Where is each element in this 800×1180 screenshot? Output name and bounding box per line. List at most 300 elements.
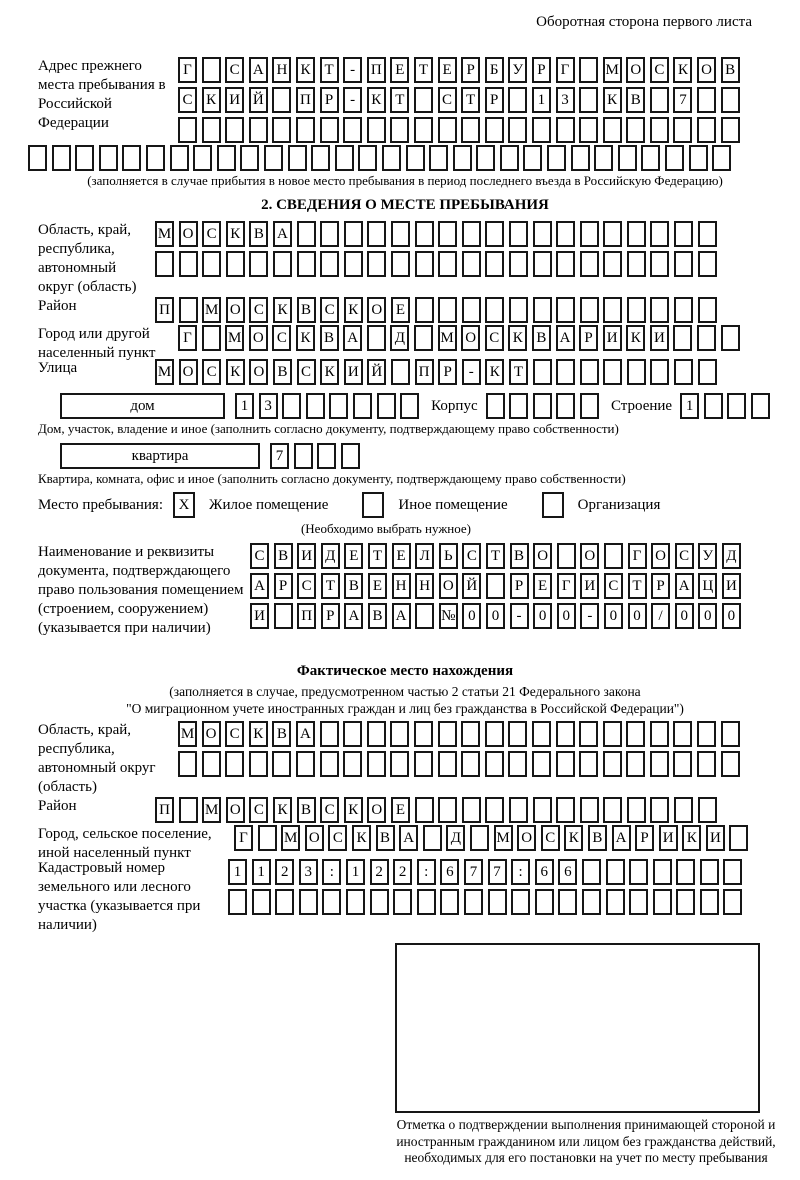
- char-cell[interactable]: [641, 145, 660, 171]
- char-cell[interactable]: Е: [438, 57, 457, 83]
- char-cell[interactable]: [627, 251, 646, 277]
- char-cell[interactable]: С: [225, 721, 244, 747]
- char-cell[interactable]: -: [462, 359, 481, 385]
- char-cell[interactable]: -: [343, 57, 362, 83]
- char-cell[interactable]: С: [202, 221, 221, 247]
- char-cell[interactable]: [299, 889, 318, 915]
- char-cell[interactable]: К: [273, 797, 292, 823]
- char-cell[interactable]: В: [626, 87, 645, 113]
- char-cell[interactable]: [249, 751, 268, 777]
- char-cell[interactable]: Ц: [698, 573, 717, 599]
- char-cell[interactable]: [674, 251, 693, 277]
- char-cell[interactable]: О: [179, 359, 198, 385]
- char-cell[interactable]: 3: [299, 859, 318, 885]
- char-cell[interactable]: [721, 325, 740, 351]
- char-cell[interactable]: [390, 721, 409, 747]
- char-cell[interactable]: [391, 359, 410, 385]
- char-cell[interactable]: Г: [234, 825, 253, 851]
- char-cell[interactable]: [252, 889, 271, 915]
- char-cell[interactable]: О: [461, 325, 480, 351]
- char-cell[interactable]: О: [697, 57, 716, 83]
- char-cell[interactable]: С: [462, 543, 481, 569]
- char-cell[interactable]: [414, 751, 433, 777]
- char-cell[interactable]: 3: [556, 87, 575, 113]
- char-cell[interactable]: [508, 87, 527, 113]
- char-cell[interactable]: [556, 251, 575, 277]
- char-cell[interactable]: [415, 251, 434, 277]
- char-cell[interactable]: [485, 721, 504, 747]
- char-cell[interactable]: [721, 117, 740, 143]
- char-cell[interactable]: [440, 889, 459, 915]
- char-cell[interactable]: [582, 859, 601, 885]
- char-cell[interactable]: [202, 117, 221, 143]
- char-cell[interactable]: [603, 117, 622, 143]
- char-cell[interactable]: [594, 145, 613, 171]
- char-cell[interactable]: М: [178, 721, 197, 747]
- char-cell[interactable]: [367, 751, 386, 777]
- char-cell[interactable]: Р: [461, 57, 480, 83]
- char-cell[interactable]: [580, 251, 599, 277]
- char-cell[interactable]: [341, 443, 360, 469]
- char-cell[interactable]: 2: [275, 859, 294, 885]
- char-cell[interactable]: С: [650, 57, 669, 83]
- char-cell[interactable]: [697, 87, 716, 113]
- char-cell[interactable]: [297, 251, 316, 277]
- char-cell[interactable]: [275, 889, 294, 915]
- char-cell[interactable]: [665, 145, 684, 171]
- char-cell[interactable]: [650, 751, 669, 777]
- char-cell[interactable]: [580, 297, 599, 323]
- char-cell[interactable]: [320, 117, 339, 143]
- char-cell[interactable]: [488, 889, 507, 915]
- char-cell[interactable]: Е: [392, 543, 411, 569]
- char-cell[interactable]: [558, 889, 577, 915]
- char-cell[interactable]: П: [297, 603, 316, 629]
- char-cell[interactable]: [382, 145, 401, 171]
- char-cell[interactable]: С: [438, 87, 457, 113]
- char-cell[interactable]: [453, 145, 472, 171]
- char-cell[interactable]: [258, 825, 277, 851]
- char-cell[interactable]: 0: [604, 603, 623, 629]
- char-cell[interactable]: А: [250, 573, 269, 599]
- char-cell[interactable]: [603, 251, 622, 277]
- char-cell[interactable]: [712, 145, 731, 171]
- char-cell[interactable]: Л: [415, 543, 434, 569]
- char-cell[interactable]: [178, 117, 197, 143]
- char-cell[interactable]: [462, 221, 481, 247]
- char-cell[interactable]: [485, 751, 504, 777]
- char-cell[interactable]: [650, 721, 669, 747]
- char-cell[interactable]: И: [225, 87, 244, 113]
- char-cell[interactable]: [580, 221, 599, 247]
- char-cell[interactable]: [202, 251, 221, 277]
- char-cell[interactable]: [532, 117, 551, 143]
- char-cell[interactable]: Т: [628, 573, 647, 599]
- char-cell[interactable]: [311, 145, 330, 171]
- char-cell[interactable]: О: [249, 325, 268, 351]
- char-cell[interactable]: Е: [391, 297, 410, 323]
- char-cell[interactable]: А: [675, 573, 694, 599]
- char-cell[interactable]: К: [603, 87, 622, 113]
- char-cell[interactable]: М: [202, 797, 221, 823]
- char-cell[interactable]: Т: [486, 543, 505, 569]
- char-cell[interactable]: И: [650, 325, 669, 351]
- char-cell[interactable]: [721, 721, 740, 747]
- char-cell[interactable]: [674, 221, 693, 247]
- char-cell[interactable]: [346, 889, 365, 915]
- char-cell[interactable]: В: [721, 57, 740, 83]
- char-cell[interactable]: Н: [415, 573, 434, 599]
- char-cell[interactable]: [650, 359, 669, 385]
- char-cell[interactable]: [697, 117, 716, 143]
- char-cell[interactable]: [704, 393, 723, 419]
- char-cell[interactable]: [676, 889, 695, 915]
- char-cell[interactable]: Т: [461, 87, 480, 113]
- char-cell[interactable]: В: [376, 825, 395, 851]
- char-cell[interactable]: П: [296, 87, 315, 113]
- char-cell[interactable]: :: [322, 859, 341, 885]
- char-cell[interactable]: [556, 797, 575, 823]
- char-cell[interactable]: [580, 359, 599, 385]
- char-cell[interactable]: :: [511, 859, 530, 885]
- char-cell[interactable]: [721, 87, 740, 113]
- char-cell[interactable]: Й: [367, 359, 386, 385]
- char-cell[interactable]: [391, 221, 410, 247]
- char-cell[interactable]: [179, 297, 198, 323]
- char-cell[interactable]: [486, 393, 505, 419]
- char-cell[interactable]: [580, 393, 599, 419]
- char-cell[interactable]: К: [682, 825, 701, 851]
- char-cell[interactable]: А: [249, 57, 268, 83]
- char-cell[interactable]: 1: [252, 859, 271, 885]
- char-cell[interactable]: [673, 751, 692, 777]
- char-cell[interactable]: [582, 889, 601, 915]
- char-cell[interactable]: [294, 443, 313, 469]
- char-cell[interactable]: /: [651, 603, 670, 629]
- char-cell[interactable]: Р: [510, 573, 529, 599]
- char-cell[interactable]: В: [273, 359, 292, 385]
- char-cell[interactable]: О: [439, 573, 458, 599]
- char-cell[interactable]: 0: [675, 603, 694, 629]
- char-cell[interactable]: 1: [532, 87, 551, 113]
- char-cell[interactable]: [557, 543, 576, 569]
- char-cell[interactable]: С: [249, 297, 268, 323]
- char-cell[interactable]: [603, 751, 622, 777]
- char-cell[interactable]: [417, 889, 436, 915]
- char-cell[interactable]: С: [297, 573, 316, 599]
- char-cell[interactable]: [533, 221, 552, 247]
- char-cell[interactable]: О: [651, 543, 670, 569]
- char-cell[interactable]: [556, 751, 575, 777]
- char-cell[interactable]: [508, 751, 527, 777]
- char-cell[interactable]: В: [588, 825, 607, 851]
- char-cell[interactable]: [464, 889, 483, 915]
- char-cell[interactable]: [406, 145, 425, 171]
- char-cell[interactable]: [390, 117, 409, 143]
- char-cell[interactable]: О: [626, 57, 645, 83]
- char-cell[interactable]: [626, 721, 645, 747]
- char-cell[interactable]: О: [226, 797, 245, 823]
- char-cell[interactable]: К: [320, 359, 339, 385]
- char-cell[interactable]: Г: [556, 57, 575, 83]
- char-cell[interactable]: [438, 117, 457, 143]
- char-cell[interactable]: С: [250, 543, 269, 569]
- char-cell[interactable]: [438, 797, 457, 823]
- char-cell[interactable]: [603, 797, 622, 823]
- char-cell[interactable]: [629, 889, 648, 915]
- char-cell[interactable]: [579, 87, 598, 113]
- char-cell[interactable]: Е: [368, 573, 387, 599]
- char-cell[interactable]: [606, 889, 625, 915]
- char-cell[interactable]: Т: [320, 57, 339, 83]
- char-cell[interactable]: [423, 825, 442, 851]
- char-cell[interactable]: К: [344, 297, 363, 323]
- char-cell[interactable]: [579, 57, 598, 83]
- char-cell[interactable]: [674, 359, 693, 385]
- char-cell[interactable]: [674, 797, 693, 823]
- char-cell[interactable]: Р: [438, 359, 457, 385]
- char-cell[interactable]: 7: [464, 859, 483, 885]
- char-cell[interactable]: Т: [368, 543, 387, 569]
- char-cell[interactable]: И: [580, 573, 599, 599]
- char-cell[interactable]: [343, 117, 362, 143]
- char-cell[interactable]: -: [343, 87, 362, 113]
- char-cell[interactable]: 0: [533, 603, 552, 629]
- char-cell[interactable]: К: [564, 825, 583, 851]
- char-cell[interactable]: [556, 297, 575, 323]
- char-cell[interactable]: [170, 145, 189, 171]
- char-cell[interactable]: [676, 859, 695, 885]
- char-cell[interactable]: [509, 221, 528, 247]
- char-cell[interactable]: [343, 721, 362, 747]
- char-cell[interactable]: С: [604, 573, 623, 599]
- stay-type-checkbox-residential[interactable]: X: [173, 492, 195, 518]
- char-cell[interactable]: 7: [270, 443, 289, 469]
- char-cell[interactable]: Д: [321, 543, 340, 569]
- char-cell[interactable]: 0: [698, 603, 717, 629]
- char-cell[interactable]: В: [274, 543, 293, 569]
- char-cell[interactable]: [335, 145, 354, 171]
- char-cell[interactable]: 7: [488, 859, 507, 885]
- stay-type-checkbox-other-premises[interactable]: [362, 492, 384, 518]
- char-cell[interactable]: [579, 751, 598, 777]
- char-cell[interactable]: [697, 721, 716, 747]
- char-cell[interactable]: П: [155, 297, 174, 323]
- char-cell[interactable]: [673, 117, 692, 143]
- char-cell[interactable]: [390, 751, 409, 777]
- char-cell[interactable]: К: [249, 721, 268, 747]
- char-cell[interactable]: [296, 117, 315, 143]
- char-cell[interactable]: 0: [722, 603, 741, 629]
- char-cell[interactable]: [470, 825, 489, 851]
- char-cell[interactable]: Й: [462, 573, 481, 599]
- char-cell[interactable]: В: [297, 797, 316, 823]
- char-cell[interactable]: [179, 251, 198, 277]
- char-cell[interactable]: Й: [249, 87, 268, 113]
- char-cell[interactable]: И: [706, 825, 725, 851]
- char-cell[interactable]: [264, 145, 283, 171]
- char-cell[interactable]: [698, 221, 717, 247]
- char-cell[interactable]: А: [399, 825, 418, 851]
- char-cell[interactable]: [438, 297, 457, 323]
- char-cell[interactable]: Г: [178, 325, 197, 351]
- char-cell[interactable]: [627, 359, 646, 385]
- char-cell[interactable]: Е: [391, 797, 410, 823]
- char-cell[interactable]: [288, 145, 307, 171]
- char-cell[interactable]: [535, 889, 554, 915]
- char-cell[interactable]: [297, 221, 316, 247]
- char-cell[interactable]: [626, 751, 645, 777]
- char-cell[interactable]: В: [532, 325, 551, 351]
- char-cell[interactable]: М: [438, 325, 457, 351]
- char-cell[interactable]: М: [155, 359, 174, 385]
- char-cell[interactable]: [603, 221, 622, 247]
- char-cell[interactable]: [509, 393, 528, 419]
- char-cell[interactable]: [461, 117, 480, 143]
- char-cell[interactable]: [155, 251, 174, 277]
- char-cell[interactable]: [698, 251, 717, 277]
- char-cell[interactable]: С: [485, 325, 504, 351]
- char-cell[interactable]: Г: [557, 573, 576, 599]
- char-cell[interactable]: [122, 145, 141, 171]
- char-cell[interactable]: 0: [557, 603, 576, 629]
- char-cell[interactable]: О: [249, 359, 268, 385]
- char-cell[interactable]: К: [296, 57, 315, 83]
- char-cell[interactable]: В: [320, 325, 339, 351]
- char-cell[interactable]: 3: [259, 393, 278, 419]
- char-cell[interactable]: Р: [485, 87, 504, 113]
- char-cell[interactable]: М: [202, 297, 221, 323]
- char-cell[interactable]: [627, 221, 646, 247]
- char-cell[interactable]: И: [344, 359, 363, 385]
- char-cell[interactable]: [723, 859, 742, 885]
- char-cell[interactable]: О: [202, 721, 221, 747]
- char-cell[interactable]: [393, 889, 412, 915]
- char-cell[interactable]: [723, 889, 742, 915]
- char-cell[interactable]: У: [508, 57, 527, 83]
- char-cell[interactable]: [367, 221, 386, 247]
- char-cell[interactable]: О: [517, 825, 536, 851]
- char-cell[interactable]: [461, 751, 480, 777]
- char-cell[interactable]: [674, 297, 693, 323]
- char-cell[interactable]: [75, 145, 94, 171]
- char-cell[interactable]: Н: [392, 573, 411, 599]
- stay-type-checkbox-organization[interactable]: [542, 492, 564, 518]
- char-cell[interactable]: :: [417, 859, 436, 885]
- char-cell[interactable]: С: [320, 297, 339, 323]
- char-cell[interactable]: [500, 145, 519, 171]
- char-cell[interactable]: О: [367, 297, 386, 323]
- char-cell[interactable]: [249, 251, 268, 277]
- char-cell[interactable]: С: [541, 825, 560, 851]
- char-cell[interactable]: [751, 393, 770, 419]
- char-cell[interactable]: [698, 359, 717, 385]
- char-cell[interactable]: [462, 797, 481, 823]
- char-cell[interactable]: Р: [635, 825, 654, 851]
- char-cell[interactable]: [580, 797, 599, 823]
- char-cell[interactable]: К: [508, 325, 527, 351]
- char-cell[interactable]: 0: [486, 603, 505, 629]
- char-cell[interactable]: [532, 751, 551, 777]
- char-cell[interactable]: [508, 117, 527, 143]
- char-cell[interactable]: [438, 751, 457, 777]
- char-cell[interactable]: [579, 721, 598, 747]
- char-cell[interactable]: [485, 117, 504, 143]
- char-cell[interactable]: [556, 117, 575, 143]
- char-cell[interactable]: -: [580, 603, 599, 629]
- char-cell[interactable]: [414, 325, 433, 351]
- char-cell[interactable]: [272, 87, 291, 113]
- char-cell[interactable]: [485, 221, 504, 247]
- char-cell[interactable]: [579, 117, 598, 143]
- char-cell[interactable]: [697, 325, 716, 351]
- char-cell[interactable]: [650, 297, 669, 323]
- char-cell[interactable]: С: [178, 87, 197, 113]
- char-cell[interactable]: [193, 145, 212, 171]
- char-cell[interactable]: С: [249, 797, 268, 823]
- char-cell[interactable]: [533, 393, 552, 419]
- char-cell[interactable]: [627, 297, 646, 323]
- char-cell[interactable]: А: [392, 603, 411, 629]
- char-cell[interactable]: [462, 251, 481, 277]
- char-cell[interactable]: [52, 145, 71, 171]
- char-cell[interactable]: [650, 251, 669, 277]
- char-cell[interactable]: К: [226, 359, 245, 385]
- char-cell[interactable]: [629, 859, 648, 885]
- char-cell[interactable]: Р: [274, 573, 293, 599]
- char-cell[interactable]: Т: [509, 359, 528, 385]
- char-cell[interactable]: Р: [321, 603, 340, 629]
- char-cell[interactable]: [274, 603, 293, 629]
- char-cell[interactable]: [414, 117, 433, 143]
- char-cell[interactable]: К: [226, 221, 245, 247]
- char-cell[interactable]: А: [556, 325, 575, 351]
- char-cell[interactable]: Е: [390, 57, 409, 83]
- char-cell[interactable]: [415, 603, 434, 629]
- char-cell[interactable]: [556, 393, 575, 419]
- char-cell[interactable]: О: [226, 297, 245, 323]
- char-cell[interactable]: [533, 297, 552, 323]
- char-cell[interactable]: С: [328, 825, 347, 851]
- char-cell[interactable]: [202, 57, 221, 83]
- char-cell[interactable]: [571, 145, 590, 171]
- char-cell[interactable]: [273, 251, 292, 277]
- char-cell[interactable]: [476, 145, 495, 171]
- char-cell[interactable]: Р: [532, 57, 551, 83]
- char-cell[interactable]: [509, 251, 528, 277]
- char-cell[interactable]: [627, 797, 646, 823]
- char-cell[interactable]: Е: [344, 543, 363, 569]
- char-cell[interactable]: [650, 117, 669, 143]
- char-cell[interactable]: [178, 751, 197, 777]
- char-cell[interactable]: [533, 359, 552, 385]
- char-cell[interactable]: [697, 751, 716, 777]
- char-cell[interactable]: [461, 721, 480, 747]
- char-cell[interactable]: [400, 393, 419, 419]
- char-cell[interactable]: 6: [535, 859, 554, 885]
- char-cell[interactable]: [673, 721, 692, 747]
- char-cell[interactable]: Ь: [439, 543, 458, 569]
- char-cell[interactable]: [320, 251, 339, 277]
- char-cell[interactable]: [377, 393, 396, 419]
- char-cell[interactable]: [99, 145, 118, 171]
- char-cell[interactable]: [344, 221, 363, 247]
- char-cell[interactable]: 1: [680, 393, 699, 419]
- char-cell[interactable]: [217, 145, 236, 171]
- char-cell[interactable]: [367, 251, 386, 277]
- char-cell[interactable]: А: [296, 721, 315, 747]
- char-cell[interactable]: [415, 797, 434, 823]
